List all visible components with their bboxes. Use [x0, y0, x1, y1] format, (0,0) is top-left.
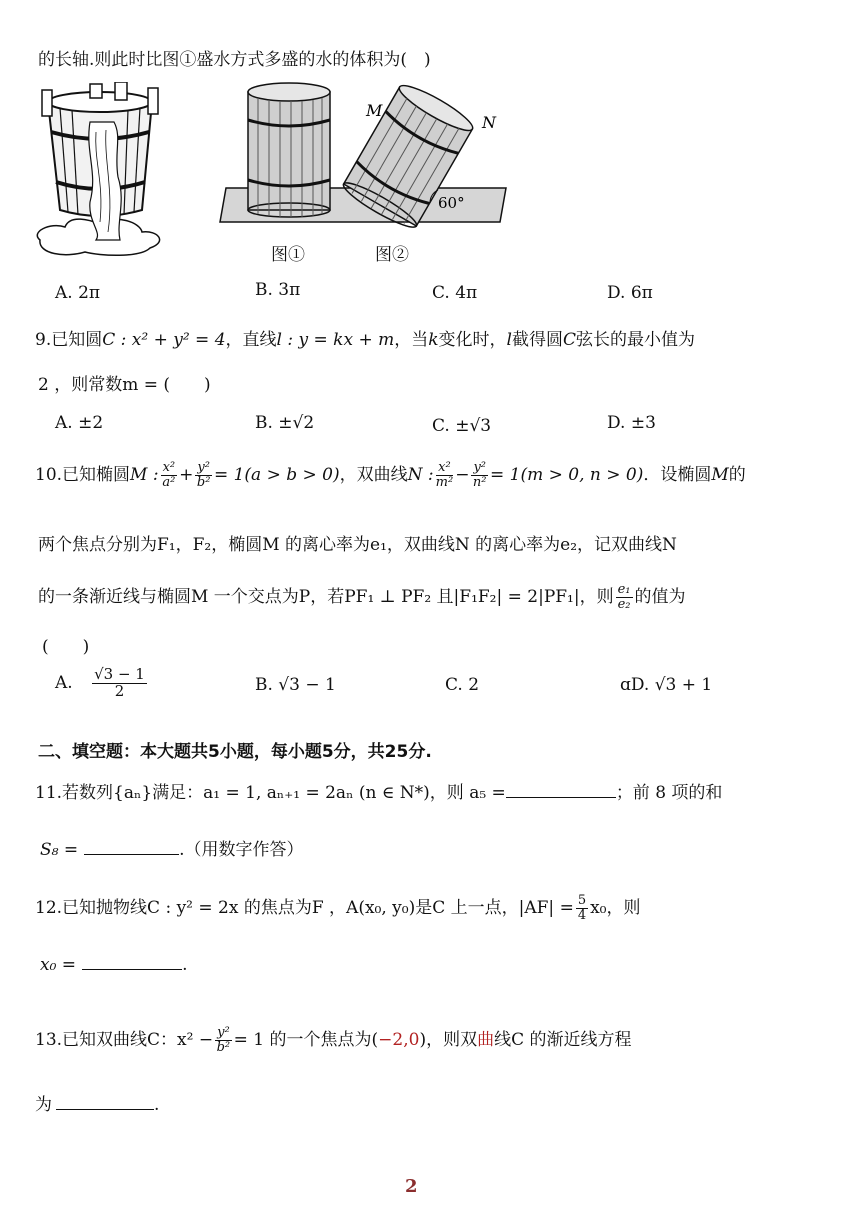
bucket-illustration [30, 82, 170, 262]
q8-intro: 的长轴.则此时比图①盛水方式多盛的水的体积为( ) [38, 50, 431, 70]
q10-paren: ( ) [42, 637, 90, 657]
q10-line3-tail: 的值为 [634, 587, 686, 607]
q10-option-a-label: A. [55, 672, 73, 693]
q10-option-a [55, 667, 149, 700]
q10-hyper-cond: = 1(m > 0, n > 0) [490, 465, 644, 485]
q10-text-1: 已知椭圆 [62, 465, 131, 485]
q10-line1: 10.已知椭圆M : $\frac{\text{x²}}{\text{a²}}$ + $\frac{\text{y²}}{\text{b²}}$ = 1(a > b > 0)，双曲线N : $\frac{\text{x²}}{\text{m²}}$ − $\frac{\text{y²}}{\text{n²}}$ = 1(m > 0, n > 0)．设椭圆M的 [35, 460, 746, 490]
q8-option-d: D. 6π [607, 283, 653, 303]
q10-option-d: ɑD. √3 + 1 [620, 675, 713, 695]
q10-frac-x2m2: $\frac{\text{x²}}{\text{m²}}$ [435, 460, 454, 490]
q10-frac-e1e2: $\frac{\text{e₁}}{\text{e₂}}$ [617, 582, 631, 612]
q10-text-2: ，双曲线 [339, 465, 408, 485]
q12-frac-num: 5 [577, 893, 587, 909]
q10-number: 10. [35, 465, 63, 485]
q9-option-c: C. ±√3 [432, 416, 492, 436]
q10-ellipse-cond: = 1(a > b > 0) [213, 465, 340, 485]
q10-hyper-name: N : [407, 465, 434, 485]
barrel-figure [216, 80, 516, 230]
q11-text-3: .（用数字作答） [179, 840, 304, 860]
q10-line3-text: 的一条渐近线与椭圆M 一个交点为P，若PF₁ ⊥ PF₂ 且|F₁F₂| = 2|PF₁|，则 [38, 587, 614, 607]
fig2-caption: 图② [375, 245, 409, 265]
q13-focus: −2,0 [378, 1030, 420, 1050]
q10-option-a-num: √3 − 1 [94, 665, 145, 683]
q9-text-4: 变化时， [438, 330, 507, 350]
q9-option-b: B. ±√2 [255, 413, 315, 433]
q10-option-b: B. √3 − 1 [255, 675, 336, 695]
q13-line2 [35, 1090, 159, 1115]
q9-text-2: ，直线 [225, 330, 277, 350]
q10-text-4: 的 [728, 465, 746, 485]
q10-text-3: ．设椭圆 [643, 465, 712, 485]
q9-text-1: 已知圆 [51, 330, 103, 350]
q13-text-5: 为 [35, 1095, 52, 1115]
q10-line2: 两个焦点分别为F₁，F₂，椭圆M 的离心率为e₁，双曲线N 的离心率为e₂，记双曲线N [38, 535, 677, 555]
page-number: 2 [405, 1176, 418, 1197]
q13-text-2: = 1 的一个焦点为( [233, 1030, 379, 1050]
q11-blank-s8[interactable] [84, 854, 179, 855]
q12-text-1: 12.已知抛物线C : y² = 2x 的焦点为F ，A(x₀, y₀)是C 上一点，|AF| = [35, 898, 574, 918]
q12-line1 [35, 893, 641, 923]
q9-line-eq: l : y = kx + m [276, 330, 395, 350]
q8-option-c: C. 4π [432, 283, 478, 303]
section-2-heading: 二、填空题：本大题共5小题，每小题5分，共25分. [38, 742, 432, 762]
q9-l: l [506, 330, 512, 350]
q10-option-a-den: 2 [114, 681, 125, 700]
q12-text-2: x₀，则 [590, 898, 641, 918]
q10-option-c: C. 2 [445, 675, 480, 695]
q13-text-6: . [154, 1095, 160, 1115]
q9-option-a: A. ±2 [55, 413, 104, 433]
q9-text-6: 弦长的最小值为 [576, 330, 695, 350]
q13-red-char: 曲 [477, 1030, 495, 1050]
q12-blank-x0[interactable] [82, 969, 182, 970]
q9-text-3: ，当 [394, 330, 429, 350]
q9-line2: 2 ，则常数m = ( ) [38, 375, 211, 395]
q13-frac [215, 1026, 232, 1054]
q13-frac-den: b² [216, 1040, 231, 1055]
q9-c: C [562, 330, 576, 350]
q9-number: 9. [35, 330, 52, 350]
q9-circle-eq: C : x² + y² = 4 [102, 330, 226, 350]
q9-option-d: D. ±3 [607, 413, 656, 433]
q12-line2 [40, 955, 187, 975]
q11-text-1: 11.若数列{aₙ}满足：a₁ = 1, aₙ₊₁ = 2aₙ (n ∈ N*)，则 a₅ = [35, 783, 506, 803]
q10-option-a-frac [92, 667, 147, 700]
q12-x0: x₀ = [40, 955, 77, 975]
q11-blank-a5[interactable] [506, 797, 616, 798]
angle-label: 60° [438, 194, 465, 212]
q10-m: M [711, 465, 729, 485]
fig1-caption: 图① [271, 245, 305, 265]
q13-text-3: )，则双 [419, 1030, 478, 1050]
q8-option-b: B. 3π [255, 280, 301, 300]
q10-frac-y2b2: $\frac{\text{y²}}{\text{b²}}$ [196, 460, 211, 490]
q13-frac-num: y² [217, 1025, 230, 1041]
q11-line1 [35, 778, 722, 803]
label-m: M [366, 101, 383, 120]
q9-k: k [428, 330, 439, 350]
q10-ellipse-name: M : [130, 465, 159, 485]
q8-option-a: A. 2π [55, 283, 101, 303]
q13-text-4: 线C 的渐近线方程 [494, 1030, 632, 1050]
q12-text-3: . [182, 955, 188, 975]
q9-text-5: 截得圆 [511, 330, 563, 350]
q13-blank[interactable] [56, 1109, 154, 1110]
q11-text-2: ；前 8 项的和 [615, 783, 723, 803]
q12-frac [576, 894, 588, 922]
q13-text-1: 13.已知双曲线C：x² − [35, 1030, 214, 1050]
q10-frac-y2n2: $\frac{\text{y²}}{\text{n²}}$ [472, 460, 487, 490]
q9-line1 [35, 325, 695, 350]
label-n: N [482, 113, 496, 132]
q11-s8: S₈ = [40, 840, 79, 860]
q12-frac-den: 4 [577, 908, 587, 923]
q13-line1 [35, 1025, 632, 1055]
q10-line3 [38, 582, 686, 612]
q11-line2 [40, 835, 304, 860]
q10-frac-x2a2: $\frac{\text{x²}}{\text{a²}}$ [162, 460, 176, 490]
